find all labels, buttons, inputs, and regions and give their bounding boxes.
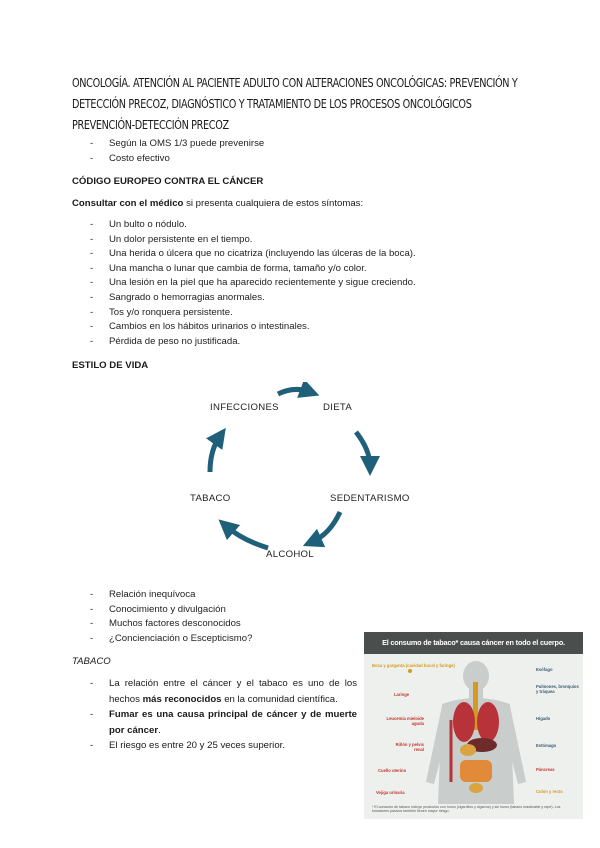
section-heading-estilo: ESTILO DE VIDA <box>72 360 149 371</box>
tabaco-item2-bold: Fumar es una causa principal de cáncer y de muerte por cáncer <box>109 709 357 736</box>
title-line-1: ONCOLOGÍA. ATENCIÓN AL PACIENTE ADULTO CON ALTERACIONES ONCOLÓGICAS: PREVENCIÓN Y <box>72 75 518 90</box>
infographic-label-leucemia: Leucemia mieloide aguda <box>386 716 424 726</box>
list-item: - Relación inequívoca <box>72 588 252 603</box>
arrow-tabaco-infecciones <box>210 436 220 472</box>
consult-bold: Consultar con el médico <box>72 198 184 209</box>
cycle-label-sedentarismo: SEDENTARISMO <box>330 493 410 504</box>
infographic-label-vejiga: Vejiga urinaria <box>376 790 405 795</box>
tabaco-item1-a: La relación entre el cáncer y el tabaco es uno de los hechos <box>109 678 357 705</box>
list-item: - ¿Concienciación o Escepticismo? <box>72 632 252 647</box>
infographic-label-boca: Boca y garganta (cavidad bucal y faringe) <box>372 663 455 668</box>
infographic-label-pancreas: Páncreas <box>536 767 555 772</box>
infographic-label-esofago: Esófago <box>536 667 553 672</box>
arrow-dieta-sedentarismo <box>356 432 370 466</box>
cycle-label-alcohol: ALCOHOL <box>266 549 314 560</box>
section-heading-codigo: CÓDIGO EUROPEO CONTRA EL CÁNCER <box>72 176 264 187</box>
arrow-sedentarismo-alcohol <box>312 512 340 542</box>
tobacco-cancer-infographic <box>364 632 583 819</box>
cycle-label-infecciones: INFECCIONES <box>210 402 279 413</box>
cycle-label-dieta: DIETA <box>323 402 353 413</box>
title-line-2: DETECCIÓN PRECOZ, DIAGNÓSTICO Y TRATAMIENTO DE LOS PROCESOS ONCOLÓGICOS <box>72 96 472 111</box>
list-item: - Costo efectivo <box>72 152 264 167</box>
lifestyle-cycle-diagram <box>180 382 420 572</box>
consult-rest: si presenta cualquiera de estos síntomas: <box>183 198 364 209</box>
lifestyle-notes-list <box>72 588 252 646</box>
infographic-label-laringe: Laringe <box>394 692 410 697</box>
list-item: - Una mancha o lunar que cambia de forma, tamaño y/o color. <box>72 262 416 277</box>
list-item: - Un dolor persistente en el tiempo. <box>72 233 416 248</box>
list-item: - Pérdida de peso no justificada. <box>72 335 416 350</box>
list-item: - El riesgo es entre 20 y 25 veces superior. <box>72 738 357 754</box>
list-item <box>72 707 357 738</box>
list-item: - Sangrado o hemorragias anormales. <box>72 291 416 306</box>
infographic-label-cuello-uterino: Cuello uterino <box>378 768 407 773</box>
consult-paragraph <box>72 198 363 209</box>
infographic-label-higado: Hígado <box>536 716 551 721</box>
tabaco-list <box>72 676 357 754</box>
list-item: - Una herida o úlcera que no cicatriza (incluyendo las úlceras de la boca). <box>72 247 416 262</box>
tabaco-item2-end: . <box>158 724 161 736</box>
list-item: - Muchos factores desconocidos <box>72 617 252 632</box>
list-item: - Tos y/o ronquera persistente. <box>72 306 416 321</box>
list-item: - Un bulto o nódulo. <box>72 218 416 233</box>
marker-dot <box>408 669 412 673</box>
title-line-3: PREVENCIÓN-DETECCIÓN PRECOZ <box>72 117 229 132</box>
infographic-title: El consumo de tabaco* causa cáncer en todo el cuerpo. <box>364 632 583 654</box>
symptoms-list <box>72 218 416 349</box>
tabaco-item1-b: en la comunidad científica. <box>221 693 338 705</box>
list-item: - Una lesión en la piel que ha aparecido recientemente y sigue creciendo. <box>72 276 416 291</box>
infographic-label-estomago: Estómago <box>536 743 557 748</box>
infographic-label-pulmones: Pulmones, bronquios y tráquea <box>536 684 579 694</box>
section-heading-tabaco: TABACO <box>72 656 111 667</box>
list-item: - Cambios en los hábitos urinarios o intestinales. <box>72 320 416 335</box>
list-item: - Según la OMS 1/3 puede prevenirse <box>72 137 264 152</box>
tabaco-item1-bold: más reconocidos <box>142 693 222 705</box>
page-title <box>72 72 518 135</box>
infographic-label-colon: Colon y recto <box>536 789 563 794</box>
infographic-label-rinon: Riñón y pelvis renal <box>395 742 424 752</box>
cycle-label-tabaco: TABACO <box>190 493 231 504</box>
list-item: - Conocimiento y divulgación <box>72 603 252 618</box>
intro-list <box>72 137 264 166</box>
arrow-infecciones-dieta <box>278 389 310 394</box>
list-item <box>72 676 357 707</box>
arrow-alcohol-tabaco <box>226 526 268 548</box>
infographic-footnote: * El consumo de tabaco incluye productos con humo (cigarrillos y cigarros) y sin humo (tabaco masticable y rapé). Los fumadores pasivos también tienen mayor riesgo. <box>372 805 561 814</box>
